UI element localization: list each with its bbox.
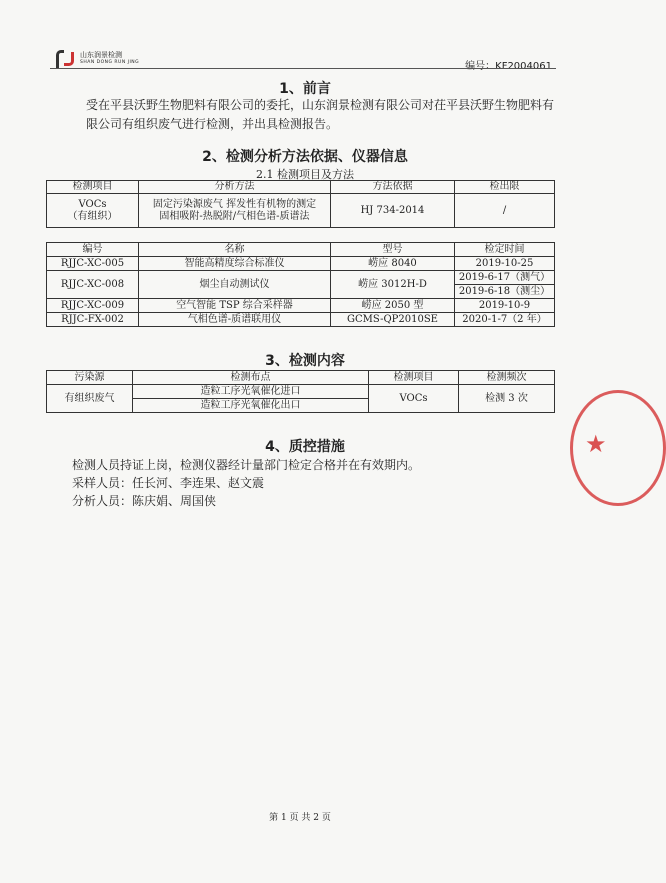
model-cell: 崂应 2050 型	[331, 299, 455, 313]
section2-subtitle: 2.1 检测项目及方法	[256, 168, 354, 181]
id-cell: RJJC-XC-008	[47, 271, 139, 299]
logo-mark-icon	[56, 50, 76, 68]
table-row	[47, 313, 555, 327]
date-cell: 2020-1-7（2 年）	[455, 313, 555, 327]
point-cell: 造粒工序光氧催化出口	[133, 399, 369, 413]
section1-title: 1、前言	[279, 81, 331, 97]
model-cell: 崂应 3012H-D	[331, 271, 455, 299]
header-cell: 分析方法	[139, 181, 331, 194]
header-cell: 检测频次	[459, 371, 555, 385]
table-row	[47, 385, 555, 399]
table-row	[47, 271, 555, 285]
source-cell: 有组织废气	[47, 385, 133, 413]
date-cell: 2019-10-9	[455, 299, 555, 313]
header-divider	[50, 68, 556, 69]
model-cell: 崂应 8040	[331, 257, 455, 271]
preface-text: 受在平县沃野生物肥料有限公司的委托，山东润景检测有限公司对茌平县沃野生物肥料有限公司有组织废气进行检测，并出具检测报告。	[86, 98, 555, 131]
item-cell	[47, 194, 139, 228]
company-logo	[56, 50, 139, 68]
name-cell: 空气智能 TSP 综合采样器	[139, 299, 331, 313]
limit-cell: /	[455, 194, 555, 228]
name-cell: 烟尘自动测试仪	[139, 271, 331, 299]
report-number: 编号：KF2004061	[465, 61, 552, 72]
date-cell: 2019-6-18（测尘）	[455, 285, 555, 299]
header-cell: 检测项目	[369, 371, 459, 385]
id-cell: RJJC-FX-002	[47, 313, 139, 327]
frequency-cell: 检测 3 次	[459, 385, 555, 413]
id-cell: RJJC-XC-005	[47, 257, 139, 271]
method-line: 固定污染源废气 挥发性有机物的测定	[152, 198, 317, 210]
item-line: （有组织）	[67, 210, 118, 222]
header-cell: 名称	[139, 243, 331, 257]
model-cell: GCMS-QP2010SE	[331, 313, 455, 327]
qc-line: 检测人员持证上岗，检测仪器经计量部门检定合格并在有效期内。	[72, 458, 421, 472]
date-cell: 2019-10-25	[455, 257, 555, 271]
basis-cell: HJ 734-2014	[331, 194, 455, 228]
item-line: VOCs	[78, 198, 107, 210]
content-table-header	[47, 371, 555, 385]
header-cell: 检测项目	[47, 181, 139, 194]
header-cell: 污染源	[47, 371, 133, 385]
table-row	[47, 257, 555, 271]
section2-title: 2、检测分析方法依据、仪器信息	[202, 149, 408, 165]
method-table-header	[47, 181, 555, 194]
table-row	[47, 299, 555, 313]
analysts-line: 分析人员：陈庆娟、周国侠	[72, 494, 217, 508]
name-cell: 气相色谱-质谱联用仪	[139, 313, 331, 327]
instrument-table-header	[47, 243, 555, 257]
header-cell: 编号	[47, 243, 139, 257]
seal-star-icon: ★	[585, 430, 607, 458]
header-cell: 检出限	[455, 181, 555, 194]
instrument-table	[46, 242, 555, 327]
method-table	[46, 180, 555, 228]
method-cell	[139, 194, 331, 228]
name-cell: 智能高精度综合标准仪	[139, 257, 331, 271]
id-cell: RJJC-XC-009	[47, 299, 139, 313]
section3-title: 3、检测内容	[265, 353, 345, 369]
item-cell: VOCs	[369, 385, 459, 413]
logo-en-text: SHAN DONG RUN JING	[80, 60, 140, 66]
samplers-line: 采样人员：任长河、李连果、赵文震	[72, 476, 265, 490]
header-cell: 型号	[331, 243, 455, 257]
page-number: 第 1 页 共 2 页	[269, 813, 331, 823]
table-row	[47, 194, 555, 228]
header-cell: 方法依据	[331, 181, 455, 194]
section4-title: 4、质控措施	[265, 439, 345, 455]
method-line: 固相吸附-热脱附/气相色谱-质谱法	[159, 210, 310, 222]
header-cell: 检定时间	[455, 243, 555, 257]
section1-paragraph	[62, 96, 556, 134]
point-cell: 造粒工序光氧催化进口	[133, 385, 369, 399]
header-cell: 检测布点	[133, 371, 369, 385]
content-table	[46, 370, 555, 413]
date-cell: 2019-6-17（测气）	[455, 271, 555, 285]
logo-cn-text: 山东润景检测	[80, 51, 122, 60]
